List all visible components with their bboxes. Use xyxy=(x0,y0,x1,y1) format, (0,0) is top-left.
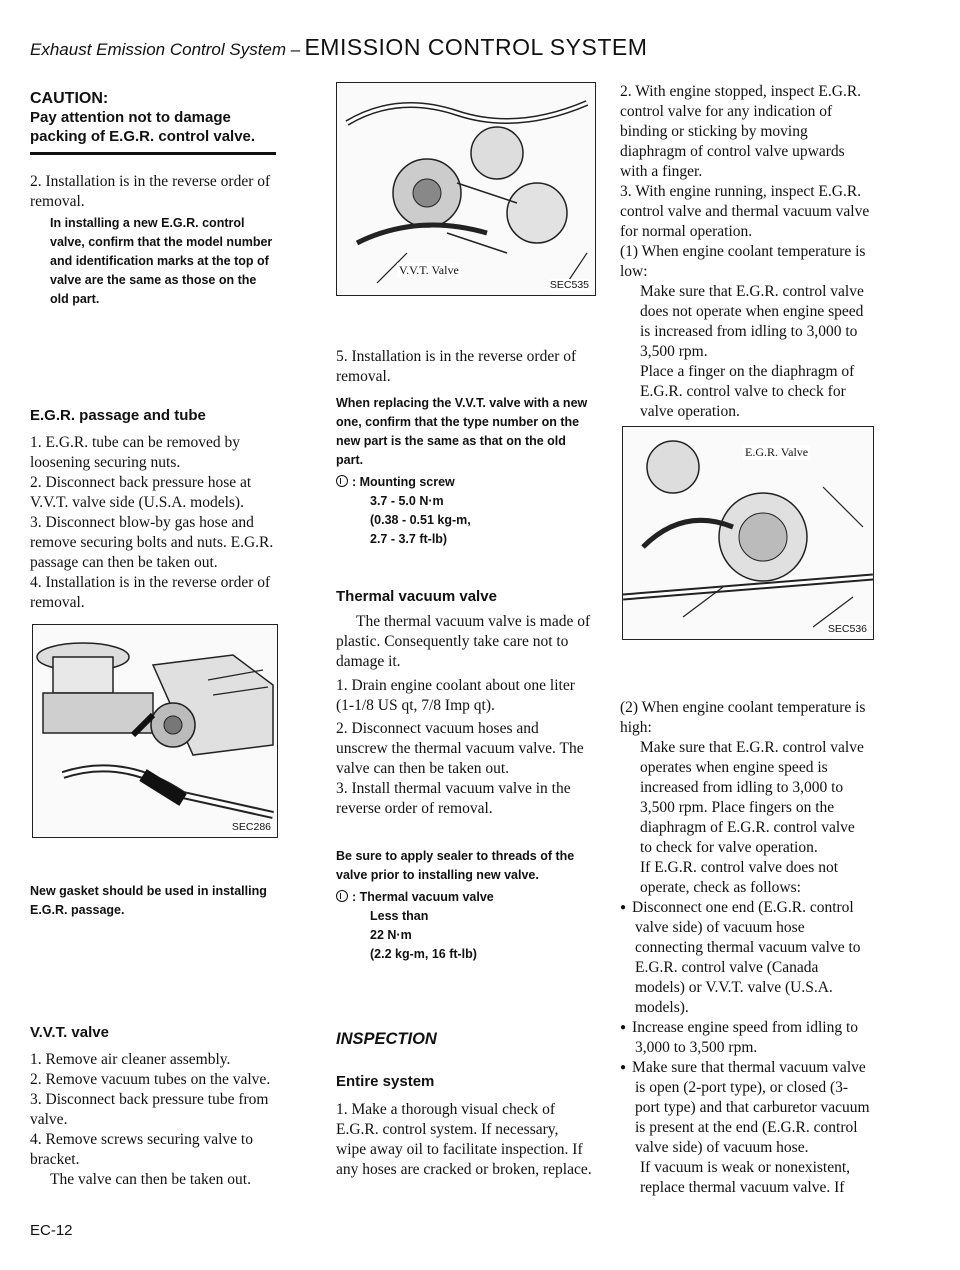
check-bullet-2: ● Increase engine speed from idling to 3,000 to 3,500 rpm. xyxy=(620,1018,870,1058)
thermal-valve-spec xyxy=(336,888,592,964)
spec1-value-2: (0.38 - 0.51 kg-m, xyxy=(370,513,471,527)
page-number: EC-12 xyxy=(30,1222,73,1239)
vvt-replace-note: When replacing the V.V.T. valve with a new one, confirm that the type number on the new part is the same as that on the old part. xyxy=(336,396,588,467)
tvv-step-3: 3. Install thermal vacuum valve in the reverse order of removal. xyxy=(336,780,571,817)
check-bullet-3: ● Make sure that thermal vacuum valve is open (2-port type), or closed (3-port type) and that carburetor vacuum is present at the end (E.G.R. control valve side) of vacuum hose. xyxy=(620,1058,870,1158)
vvt-final: The valve can then be taken out. xyxy=(50,1171,251,1188)
col3-step3: 3. With engine running, inspect E.G.R. control valve and thermal vacuum valve for normal operation. xyxy=(620,183,870,240)
spec2-label: : Thermal vacuum valve xyxy=(352,890,494,904)
col3-final: If vacuum is weak or nonexistent, replace thermal vacuum valve. If xyxy=(640,1159,851,1196)
gasket-note: New gasket should be used in installing E.G.R. passage. xyxy=(30,884,267,917)
mounting-screw-spec xyxy=(336,473,592,549)
egr-step-3: 3. Disconnect blow-by gas hose and remove securing bolts and nuts. E.G.R. passage can then be taken out. xyxy=(30,514,274,571)
egr-passage-illustration xyxy=(33,625,277,837)
torque-wrench-icon xyxy=(336,475,348,487)
tvv-steps xyxy=(336,676,592,819)
vvt-step-2: 2. Remove vacuum tubes on the valve. xyxy=(30,1071,271,1088)
spec1-value-1: 3.7 - 5.0 N·m xyxy=(370,494,444,508)
tvv-step-1: 1. Drain engine coolant about one liter (1-1/8 US qt, 7/8 Imp qt). xyxy=(336,677,575,714)
egr-step-4: 4. Installation is in the reverse order of removal. xyxy=(30,574,271,611)
high-temp-p1: Make sure that E.G.R. control valve operates when engine speed is increased from idling to 3,000 to 3,500 rpm. Place fingers on the diaphragm of E.G.R. control valve to check for valve operation. xyxy=(640,739,864,856)
vvt-step-3: 3. Disconnect back pressure tube from valve. xyxy=(30,1091,269,1128)
col2-step5: 5. Installation is in the reverse order of removal. xyxy=(336,348,577,385)
figure-sec535-callout: V.V.T. Valve xyxy=(399,263,459,277)
low-temp-p2: Place a finger on the diaphragm of E.G.R. control valve to check for valve operation. xyxy=(640,363,855,420)
egr-step-1: 1. E.G.R. tube can be removed by loosening securing nuts. xyxy=(30,434,241,471)
high-temp-title: (2) When engine coolant temperature is high: xyxy=(620,699,866,736)
tvv-step-2: 2. Disconnect vacuum hoses and unscrew the thermal vacuum valve. The valve can then be taken out. xyxy=(336,720,584,777)
vvt-steps xyxy=(30,1050,276,1190)
egr-steps xyxy=(30,433,276,613)
col1-install-note: In installing a new E.G.R. control valve, confirm that the model number and identification marks at the top of valve are the same as those on the old part. xyxy=(50,216,273,306)
page-header xyxy=(30,34,930,61)
spec2-value-2: 22 N·m xyxy=(370,928,412,942)
figure-sec535 xyxy=(336,82,596,296)
caution-title: CAUTION: xyxy=(30,90,109,107)
spec1-label: : Mounting screw xyxy=(352,475,455,489)
caution-text: Pay attention not to damage packing of E.G.R. control valve. xyxy=(30,109,256,145)
spec1-value-3: 2.7 - 3.7 ft-lb) xyxy=(370,532,448,546)
figure-sec536-callout: E.G.R. Valve xyxy=(745,445,809,459)
sealer-note: Be sure to apply sealer to threads of the valve prior to installing new valve. xyxy=(336,849,575,882)
egr-passage-heading: E.G.R. passage and tube xyxy=(30,407,206,424)
spec2-value-1: Less than xyxy=(370,909,429,923)
spec2-value-3: (2.2 kg-m, 16 ft-lb) xyxy=(370,947,477,961)
vvt-valve-heading: V.V.T. valve xyxy=(30,1024,109,1041)
figure-sec286 xyxy=(32,624,278,838)
thermal-vacuum-valve-heading: Thermal vacuum valve xyxy=(336,588,497,605)
vvt-step-1: 1. Remove air cleaner assembly. xyxy=(30,1051,231,1068)
vvt-step-4: 4. Remove screws securing valve to bracket. xyxy=(30,1131,253,1168)
caution-box xyxy=(30,90,276,155)
page-title: EMISSION CONTROL SYSTEM xyxy=(304,34,648,60)
figure-sec286-label: SEC286 xyxy=(231,821,271,833)
low-temp-p1: Make sure that E.G.R. control valve does not operate when engine speed is increased from idling to 3,000 to 3,500 rpm. xyxy=(640,283,864,360)
high-temp-p2: If E.G.R. control valve does not operate, check as follows: xyxy=(640,859,839,896)
figure-sec536 xyxy=(622,426,874,640)
egr-step-2: 2. Disconnect back pressure hose at V.V.T. valve side (U.S.A. models). xyxy=(30,474,252,511)
col1-step2: 2. Installation is in the reverse order of removal. xyxy=(30,173,271,210)
tvv-intro: The thermal vacuum valve is made of plastic. Consequently take care not to damage it. xyxy=(336,613,591,670)
low-temp-title: (1) When engine coolant temperature is low: xyxy=(620,243,866,280)
torque-wrench-icon xyxy=(336,890,348,902)
col3-steps xyxy=(620,82,870,422)
high-temp-section xyxy=(620,698,870,1198)
check-bullet-1: ● Disconnect one end (E.G.R. control valve side) of vacuum hose connecting thermal vacuum valve to E.G.R. control valve (Canada models) or V.V.T. valve (U.S.A. models). xyxy=(620,898,870,1018)
vvt-valve-illustration xyxy=(337,83,595,295)
inspection-heading: INSPECTION xyxy=(336,1030,437,1048)
section-name: Exhaust Emission Control System – xyxy=(30,40,301,59)
figure-sec536-label: SEC536 xyxy=(827,623,867,635)
entire-system-text: 1. Make a thorough visual check of E.G.R. control system. If necessary, wipe away oil to facilitate inspection. If any hoses are cracked or broken, replace. xyxy=(336,1101,592,1178)
col3-step2: 2. With engine stopped, inspect E.G.R. control valve for any indication of binding or sticking by moving diaphragm of control valve upwards with a finger. xyxy=(620,83,862,180)
entire-system-heading: Entire system xyxy=(336,1073,435,1090)
figure-sec535-label: SEC535 xyxy=(549,279,589,291)
